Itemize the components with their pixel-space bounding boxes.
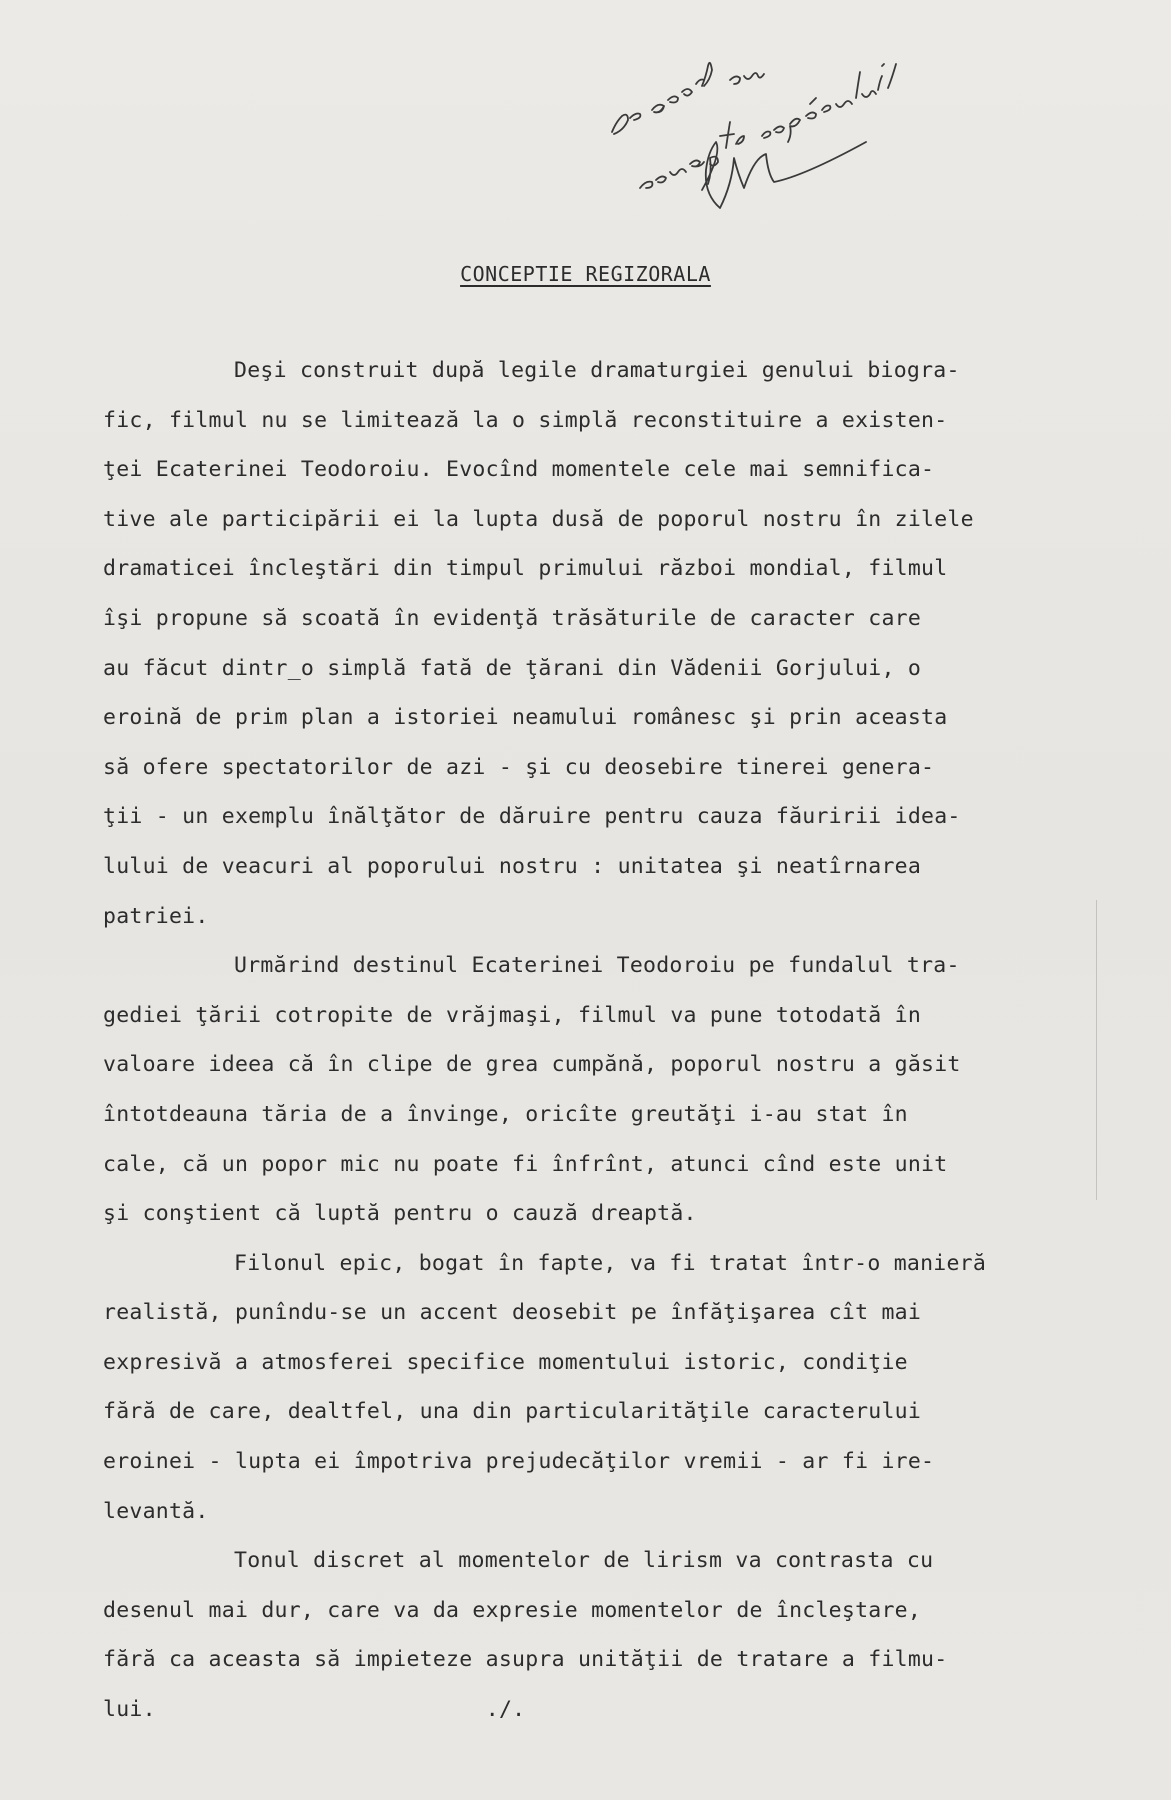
text-line: desenul mai dur, care va da expresie momentelor de încleştare, [103, 1597, 922, 1623]
text-line: Tonul discret al momentelor de lirism va contrasta cu [234, 1548, 934, 1574]
text-line: dramaticei încleştări din timpul primului război mondial, filmul [103, 556, 948, 582]
text-line: lului de veacuri al poporului nostru : unitatea şi neatîrnarea [103, 853, 922, 879]
text-line: levantă. [103, 1498, 209, 1524]
text-line: întotdeauna tăria de a învinge, oricîte greutăţi i-au stat în [103, 1101, 908, 1127]
text-line: Deşi construit după legile dramaturgiei genului biogra- [234, 358, 960, 383]
text-line: fără ca aceasta să impieteze asupra unităţii de tratare a filmu- [103, 1647, 948, 1673]
text-line: Urmărind destinul Ecaterinei Teodoroiu pe fundalul tra- [234, 953, 960, 979]
continuation-mark: ./. [485, 1697, 526, 1723]
text-line-last [103, 1685, 1093, 1735]
text-line: valoare ideea că în clipe de grea cumpănă, poporul nostru a găsit [103, 1052, 961, 1078]
text-line: şi conştient că luptă pentru o cauză dreaptă. [103, 1201, 697, 1227]
text-line: fără de care, dealtfel, una din particularităţile caracterului [103, 1399, 922, 1425]
handwritten-approval-signature [610, 40, 970, 250]
text-line: ţei Ecaterinei Teodoroiu. Evocînd momentele cele mai semnifica- [103, 457, 935, 483]
text-line: să ofere spectatorilor de azi - şi cu deosebire tinerei genera- [103, 754, 935, 780]
text-line: eroinei - lupta ei împotriva prejudecăţilor vremii - ar fi ire- [103, 1449, 935, 1475]
text-line: gediei ţării cotropite de vrăjmaşi, filmul va pune totodată în [103, 1002, 922, 1028]
document-title: CONCEPTIE REGIZORALA [460, 262, 711, 286]
text-line: fic, filmul nu se limitează la o simplă reconstituire a existen- [103, 407, 948, 433]
page-fold-mark [1096, 900, 1097, 1200]
document-body [103, 346, 1093, 1735]
text-line: lui. [103, 1697, 156, 1723]
text-line: au făcut dintr_o simplă fată de ţărani din Vădenii Gorjului, o [103, 655, 922, 681]
text-line: Filonul epic, bogat în fapte, va fi tratat într-o manieră [234, 1250, 987, 1276]
text-line: ţii - un exemplu înălţător de dăruire pentru cauza făuririi idea- [103, 804, 961, 830]
text-line: cale, că un popor mic nu poate fi înfrînt, atunci cînd este unit [103, 1151, 948, 1177]
text-line: patriei. [103, 903, 209, 929]
text-line: expresivă a atmosferei specifice momentului istoric, condiţie [103, 1349, 908, 1375]
text-line: tive ale participării ei la lupta dusă de poporul nostru în zilele [103, 506, 974, 532]
text-line: realistă, punîndu-se un accent deosebit pe înfăţişarea cît mai [103, 1300, 922, 1326]
text-line: eroină de prim plan a istoriei neamului românesc şi prin aceasta [103, 705, 948, 731]
text-line: îşi propune să scoată în evidenţă trăsăturile de caracter care [103, 605, 922, 631]
